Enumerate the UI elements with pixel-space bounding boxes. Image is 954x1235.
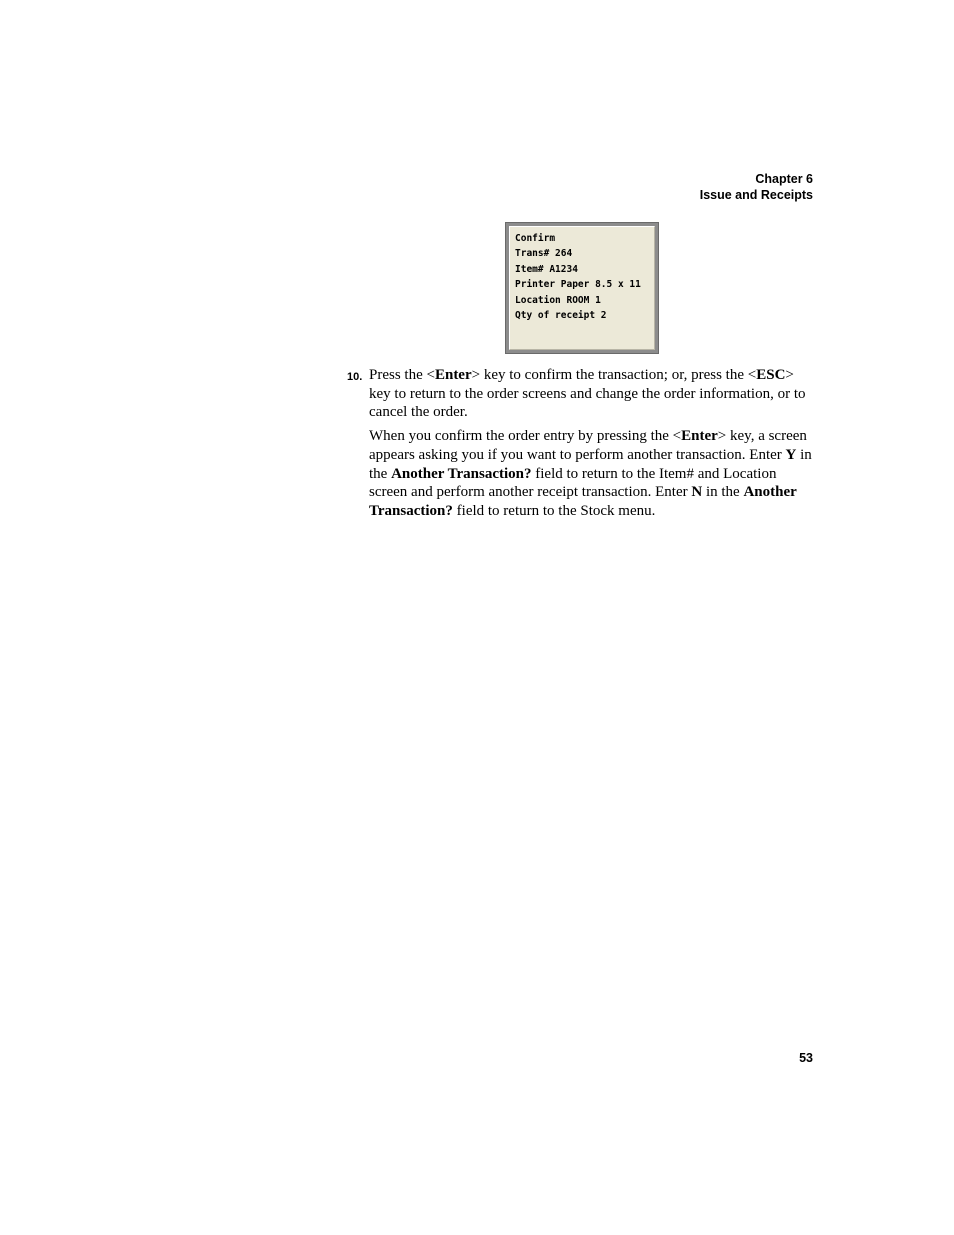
page-number: 53 (799, 1051, 813, 1065)
step-10 (347, 366, 817, 521)
screen-line-qty: Qty of receipt 2 (515, 310, 607, 322)
screen-line-description: Printer Paper 8.5 x 11 (515, 279, 641, 291)
section-title: Issue and Receipts (699, 188, 813, 202)
step-instruction (369, 366, 815, 422)
text-run: in the (369, 446, 812, 482)
text-run: field to return to the Stock menu. (452, 502, 656, 519)
enter-key-label: Enter (681, 428, 718, 445)
text-run: Press the < (369, 367, 435, 383)
screen-line-location: Location ROOM 1 (515, 294, 601, 306)
text-run: > key, a screen appears asking you if you want to perform another transaction. Enter (369, 428, 807, 463)
esc-key-label: ESC (756, 367, 786, 383)
text-run: > key to return to the order screens and change the order information, or to cancel the order. (369, 367, 806, 421)
field-name: Another Transaction? (391, 465, 532, 482)
chapter-label: Chapter 6 (755, 172, 813, 186)
text-run: > key to confirm the transaction; or, press the < (471, 367, 757, 383)
screen-line-trans: Trans# 264 (515, 248, 573, 260)
text-run: field to return to the Item# and Location screen and perform another receipt transaction. Enter (369, 465, 777, 501)
running-header (700, 171, 813, 203)
enter-key-label: Enter (434, 367, 472, 383)
confirm-screen-screenshot (505, 222, 659, 354)
step-number: 10. (347, 371, 363, 383)
step-explanation (369, 427, 815, 521)
text-run: When you confirm the order entry by pressing the < (369, 428, 682, 445)
screen-line-title: Confirm (515, 233, 556, 244)
no-value: N (691, 484, 703, 501)
screen-line-item: Item# A1234 (515, 263, 578, 275)
text-run: in the (702, 484, 744, 501)
yes-value: Y (785, 446, 797, 463)
confirm-screen-display (509, 226, 655, 350)
field-name: Another Transaction? (369, 484, 797, 519)
